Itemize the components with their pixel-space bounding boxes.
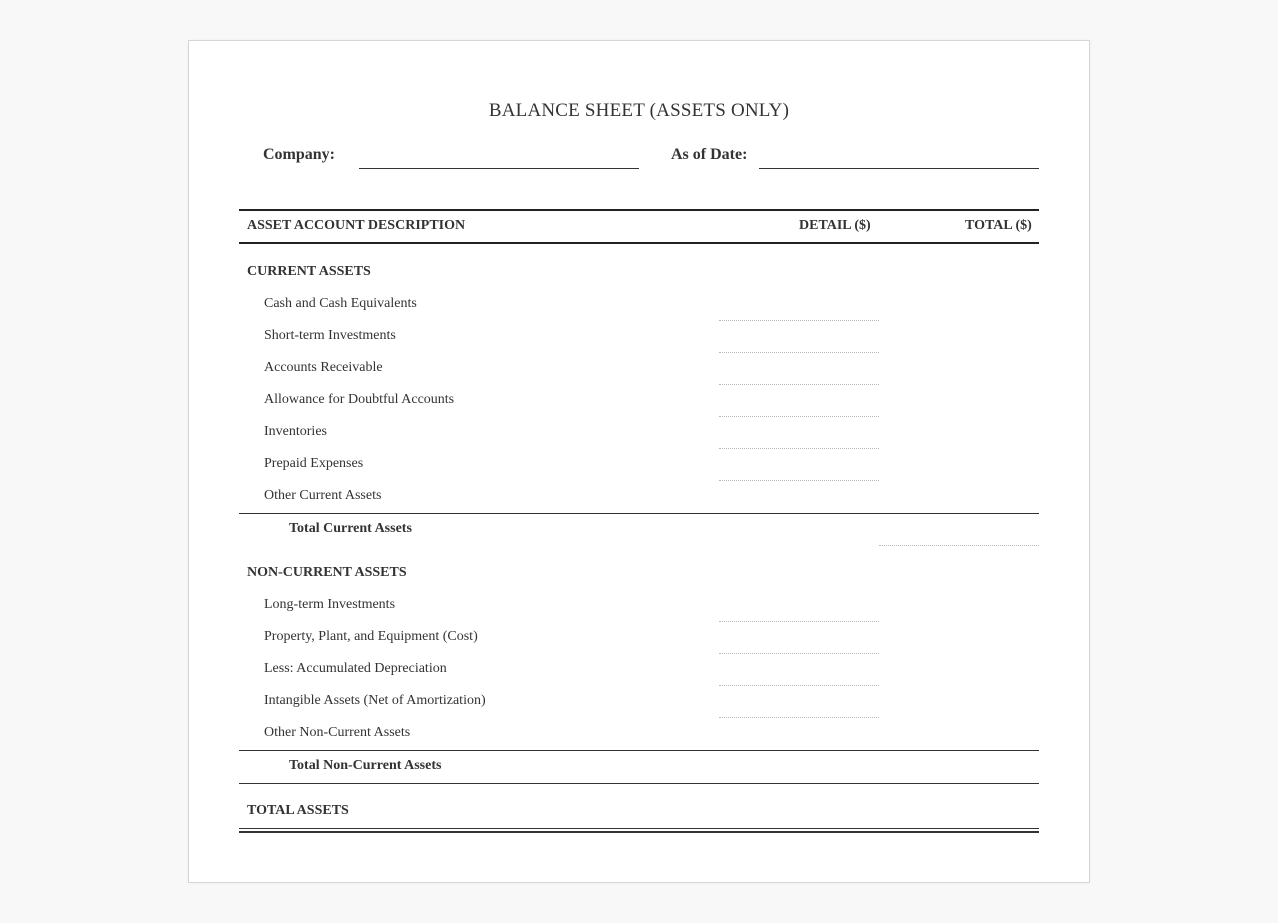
section-title-current-assets: CURRENT ASSETS bbox=[247, 264, 371, 279]
detail-input-line[interactable] bbox=[719, 448, 879, 449]
subtotal-bottom-rule bbox=[239, 783, 1039, 784]
subtotal-rule bbox=[239, 750, 1039, 751]
list-item: Property, Plant, and Equipment (Cost) bbox=[264, 629, 478, 644]
list-item: Allowance for Doubtful Accounts bbox=[264, 392, 455, 407]
company-field[interactable] bbox=[359, 168, 639, 169]
list-item: Long-term Investments bbox=[264, 597, 396, 612]
detail-input-line[interactable] bbox=[719, 320, 879, 321]
company-label: Company: bbox=[263, 146, 336, 163]
list-item: Cash and Cash Equivalents bbox=[264, 296, 417, 311]
column-header-detail: DETAIL ($) bbox=[799, 218, 871, 233]
header-bottom-rule bbox=[239, 242, 1039, 244]
list-item: Prepaid Expenses bbox=[264, 456, 364, 471]
grand-total-label: TOTAL ASSETS bbox=[247, 803, 349, 818]
subtotal-non-current-assets: Total Non-Current Assets bbox=[289, 758, 442, 773]
list-item: Less: Accumulated Depreciation bbox=[264, 661, 447, 676]
detail-input-line[interactable] bbox=[719, 352, 879, 353]
list-item: Inventories bbox=[264, 424, 327, 439]
detail-input-line[interactable] bbox=[719, 621, 879, 622]
list-item: Other Current Assets bbox=[264, 488, 382, 503]
total-input-line[interactable] bbox=[879, 545, 1039, 546]
column-header-description: ASSET ACCOUNT DESCRIPTION bbox=[247, 218, 466, 233]
subtotal-rule bbox=[239, 513, 1039, 514]
header-top-rule bbox=[239, 209, 1039, 211]
document-title: BALANCE SHEET (ASSETS ONLY) bbox=[488, 100, 790, 121]
date-field[interactable] bbox=[759, 168, 1039, 169]
grand-total-double-rule bbox=[239, 828, 1039, 833]
detail-input-line[interactable] bbox=[719, 384, 879, 385]
section-title-non-current-assets: NON-CURRENT ASSETS bbox=[247, 565, 407, 580]
column-header-total: TOTAL ($) bbox=[965, 218, 1032, 233]
list-item: Accounts Receivable bbox=[264, 360, 383, 375]
detail-input-line[interactable] bbox=[719, 480, 879, 481]
detail-input-line[interactable] bbox=[719, 653, 879, 654]
detail-input-line[interactable] bbox=[719, 717, 879, 718]
balance-sheet-page bbox=[188, 40, 1090, 883]
date-label: As of Date: bbox=[671, 146, 748, 163]
subtotal-current-assets: Total Current Assets bbox=[289, 521, 412, 536]
detail-input-line[interactable] bbox=[719, 416, 879, 417]
list-item: Other Non-Current Assets bbox=[264, 725, 411, 740]
list-item: Short-term Investments bbox=[264, 328, 396, 343]
list-item: Intangible Assets (Net of Amortization) bbox=[264, 693, 486, 708]
detail-input-line[interactable] bbox=[719, 685, 879, 686]
